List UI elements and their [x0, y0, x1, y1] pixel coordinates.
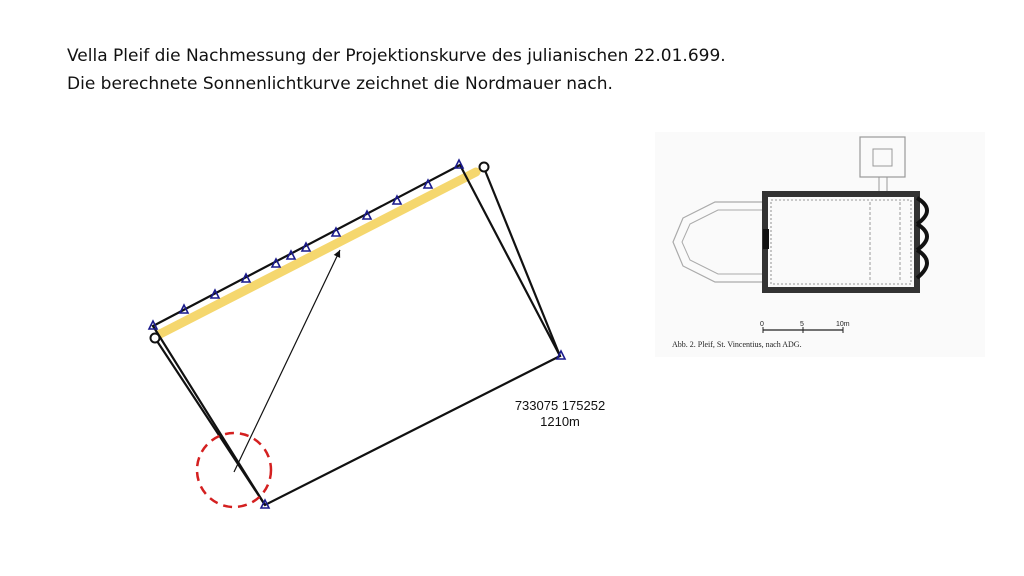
curve-end-point — [480, 163, 489, 172]
west-edge — [155, 338, 265, 505]
plan-caption: Abb. 2. Pleif, St. Vincentius, nach ADG. — [672, 340, 802, 349]
scale-label-0: 0 — [760, 321, 764, 328]
church-floor-plan — [655, 132, 985, 357]
sunlight-curve — [160, 172, 476, 334]
title-line-2: Die berechnete Sonnenlichtkurve zeichnet die Nordmauer nach. — [67, 74, 613, 94]
scale-label-5: 5 — [800, 321, 804, 328]
measurement-outline — [153, 165, 560, 505]
coordinate-label — [500, 398, 620, 430]
title-line-1: Vella Pleif die Nachmessung der Projektionskurve des julianischen 22.01.699. — [67, 46, 726, 66]
scale-label-10m: 10m — [836, 321, 850, 328]
coordinates-text: 733075 175252 — [514, 398, 606, 413]
east-edge — [484, 168, 560, 356]
floor-plan-drawing — [655, 132, 985, 357]
distance-text: 1210m — [540, 414, 580, 429]
triangle-marker — [455, 160, 463, 168]
curve-start-point — [151, 334, 160, 343]
